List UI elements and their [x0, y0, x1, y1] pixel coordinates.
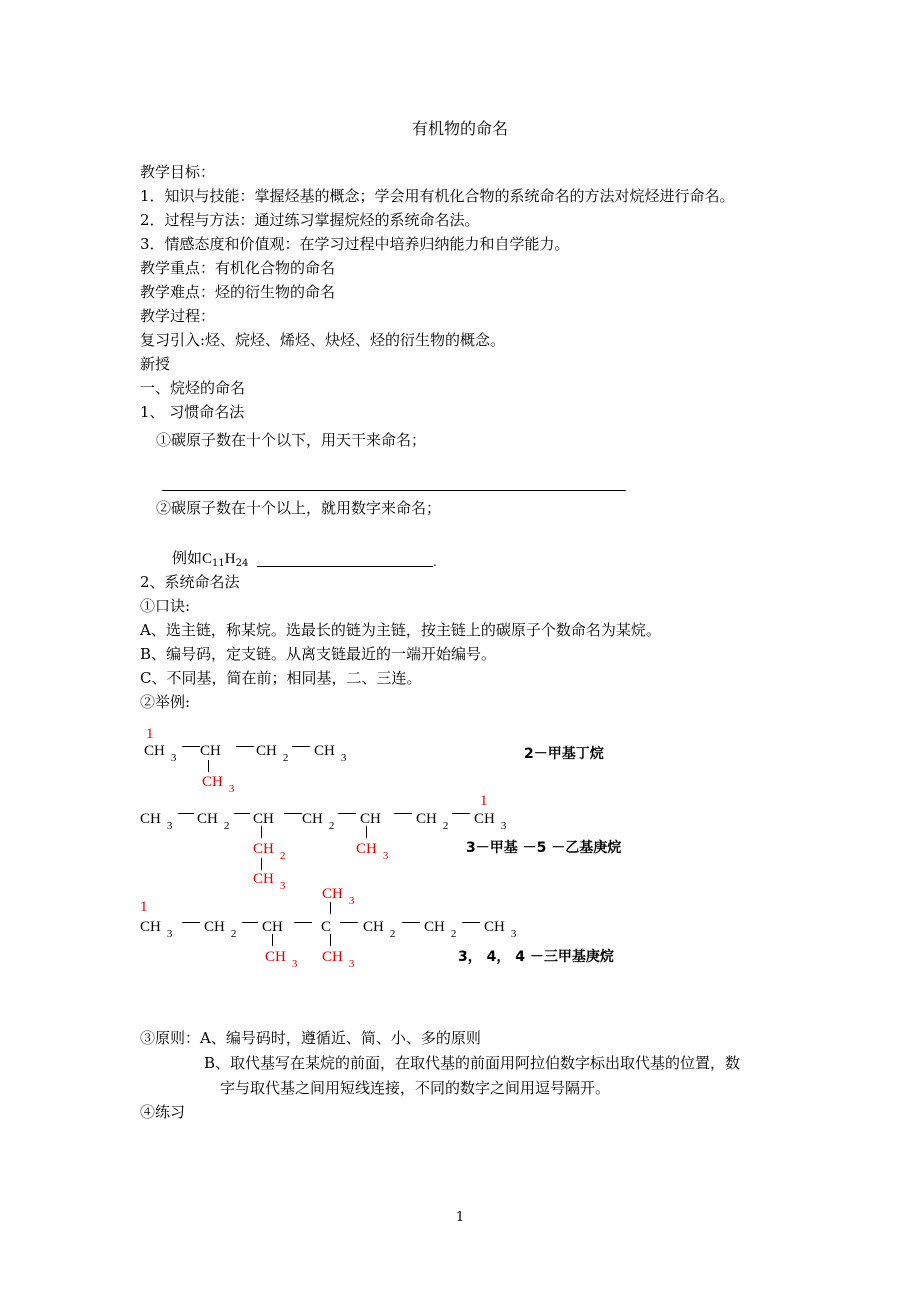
bond: [452, 813, 470, 814]
mnemonic-a: A、选主链，称某烷。选最长的链为主链，按主链上的碳原子个数命名为某烷。: [140, 621, 661, 639]
example-end: .: [433, 555, 437, 569]
bond: [340, 922, 358, 923]
bond: [182, 746, 200, 747]
f2-atom-6: CH $_2$: [416, 811, 449, 832]
bond: [338, 813, 356, 814]
bond: [330, 902, 331, 914]
f3-atom-3: CH: [262, 919, 283, 935]
bond: [234, 813, 250, 814]
f2-branch-a1: CH $_2$: [253, 841, 286, 862]
example-h: H: [224, 551, 236, 567]
f3-atom-2: CH $_2$: [204, 919, 237, 940]
example-c-sub: 11: [212, 558, 225, 569]
f2-atom-5: CH: [360, 811, 381, 827]
example-h-sub: 24: [235, 558, 249, 569]
principle-b-line2: 字与取代基之间用短线连接，不同的数字之间用逗号隔开。: [220, 1079, 611, 1097]
f2-locant: 1: [480, 793, 488, 809]
example-prefix: 例如: [172, 549, 203, 567]
section-alkane-naming: 一、烷烃的命名: [140, 379, 246, 397]
new-lesson: 新授: [140, 355, 171, 373]
bond: [284, 813, 302, 814]
f1-atom-4: CH $_3$: [314, 743, 347, 764]
f3-atom-7: CH $_3$: [484, 919, 517, 940]
habit-naming-heading: 1、 习惯命名法: [140, 403, 245, 421]
f2-atom-1: CH $_3$: [140, 811, 173, 832]
systematic-heading: 2、系统命名法: [140, 573, 240, 591]
f3-atom-4: C: [321, 919, 332, 935]
bond: [261, 826, 262, 838]
bond: [182, 922, 200, 923]
f2-branch-b: CH $_3$: [356, 841, 389, 862]
f2-branch-a2: CH $_3$: [253, 871, 286, 892]
answer-blank-2: [257, 566, 433, 567]
f3-name: 3， 4， 4 －三甲基庚烷: [458, 949, 614, 965]
f2-atom-2: CH $_2$: [197, 811, 230, 832]
f1-locant: 1: [146, 726, 154, 742]
f1-atom-1: CH $_3$: [144, 743, 177, 764]
bond: [394, 813, 412, 814]
answer-blank-1: [162, 490, 626, 491]
f3-locant: 1: [140, 899, 148, 915]
f3-atom-5: CH $_2$: [363, 919, 396, 940]
examples-heading: ②举例:: [140, 693, 191, 711]
review-line: 复习引入:烃、烷烃、烯烃、炔烃、烃的衍生物的概念。: [140, 331, 506, 349]
mnemonic-b: B、编号码，定支链。从离支链最近的一端开始编号。: [140, 645, 497, 663]
bond: [402, 922, 420, 923]
f3-branch-a: CH $_3$: [265, 949, 298, 970]
mnemonic-heading: ①口诀:: [140, 597, 191, 615]
key-point: 教学重点：有机化合物的命名: [140, 259, 336, 277]
bond: [366, 826, 367, 838]
objective-3: 3．情感态度和价值观：在学习过程中培养归纳能力和自学能力。: [140, 235, 570, 253]
difficult-point: 教学难点：烃的衍生物的命名: [140, 283, 336, 301]
f2-atom-4: CH $_2$: [302, 811, 335, 832]
objectives-heading: 教学目标：: [140, 163, 216, 181]
f1-name: 2－甲基丁烷: [524, 746, 604, 762]
bond: [261, 858, 262, 870]
bond: [208, 760, 209, 772]
bond: [294, 922, 312, 923]
example-line: [172, 548, 248, 574]
bond: [236, 746, 254, 747]
practice-heading: ④练习: [140, 1103, 186, 1121]
f1-branch: CH $_3$: [202, 774, 235, 795]
f3-branch-top: CH $_3$: [322, 886, 355, 907]
f3-atom-1: CH $_3$: [140, 919, 173, 940]
bond: [462, 922, 480, 923]
example-c: C: [202, 551, 213, 567]
objective-2: 2．过程与方法：通过练习掌握烷烃的系统命名法。: [140, 211, 480, 229]
mnemonic-c: C、不同基，简在前；相同基，二、三连。: [140, 669, 422, 687]
bond: [292, 746, 310, 747]
habit-rule-1: ①碳原子数在十个以下，用天干来命名；: [156, 431, 427, 449]
principle-b-line1: B、取代基写在某烷的前面，在取代基的前面用阿拉伯数字标出取代基的位置，数: [204, 1054, 741, 1072]
objective-1: 1．知识与技能：掌握烃基的概念；学会用有机化合物的系统命名的方法对烷烃进行命名。: [140, 187, 735, 205]
bond: [330, 934, 331, 946]
principle-a: ③原则：A、编号码时，遵循近、简、小、多的原则: [140, 1029, 481, 1047]
f2-atom-7: CH $_3$: [474, 811, 507, 832]
f1-atom-3: CH $_2$: [256, 743, 289, 764]
bond: [272, 934, 273, 946]
f3-branch-b: CH $_3$: [322, 949, 355, 970]
f3-atom-6: CH $_2$: [424, 919, 457, 940]
process-heading: 教学过程：: [140, 307, 216, 325]
f2-atom-3: CH: [253, 811, 274, 827]
page-number: 1: [455, 1210, 465, 1225]
bond: [242, 922, 258, 923]
page-title: 有机物的命名: [411, 119, 508, 138]
f1-atom-2: CH: [200, 743, 221, 759]
habit-rule-2: ②碳原子数在十个以上，就用数字来命名；: [156, 499, 442, 517]
bond: [178, 813, 194, 814]
f2-name: 3－甲基 －5 －乙基庚烷: [466, 840, 622, 856]
